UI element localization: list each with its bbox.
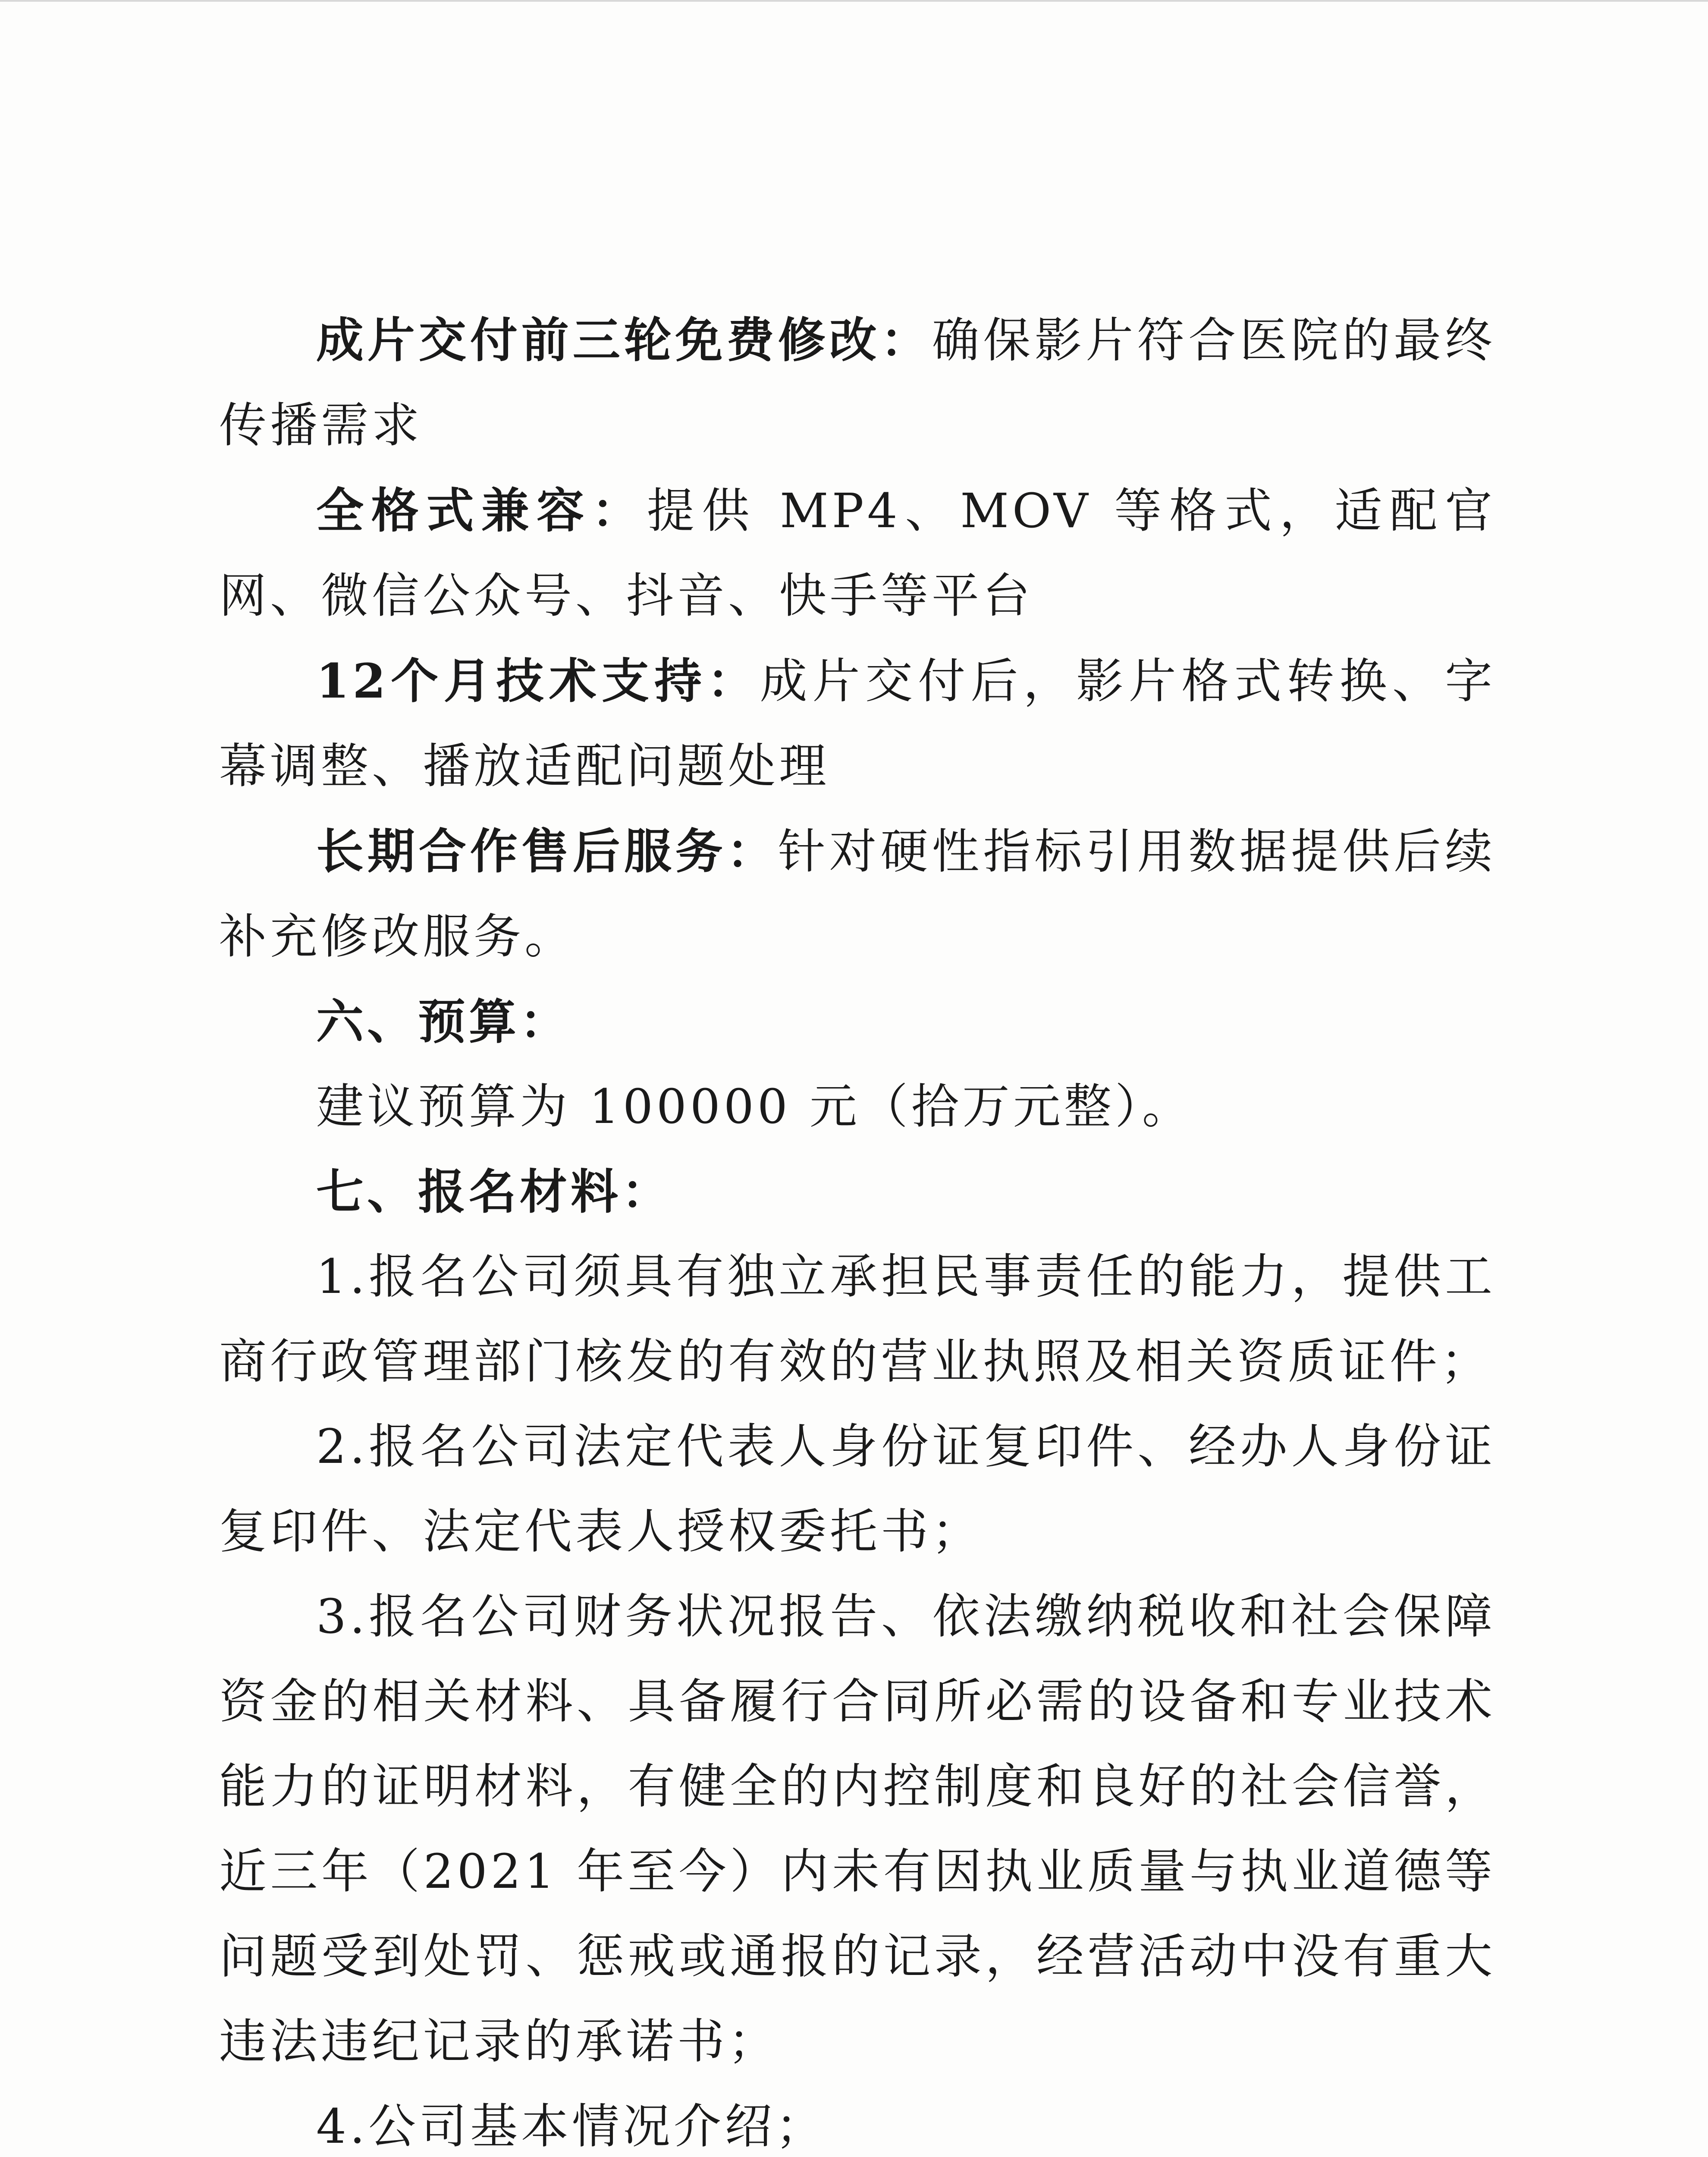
materials-item-3: 3.报名公司财务状况报告、依法缴纳税收和社会保障资金的相关材料、具备履行合同所必需的设备和专业技术能力的证明材料，有健全的内控制度和良好的社会信誉，近三年（2021 年至今）内未有因执业质量与执业道德等问题受到处罚、惩戒或通报的记录，经营活动中没有重大违法违纪记录的承诺书； — [219, 1589, 1496, 2069]
item-support — [219, 638, 1496, 809]
materials-item-4: 4.公司基本情况介绍； — [316, 2099, 826, 2154]
item-support-label: 12个月技术支持： — [316, 653, 760, 709]
item-revision-text: 确保影片符合医院的最终传播需求 — [219, 313, 1496, 453]
budget-heading: 六、预算： — [316, 994, 571, 1050]
materials-heading: 七、报名材料： — [316, 1164, 672, 1220]
scan-edge — [0, 0, 1708, 2]
item-aftersales-label: 长期合作售后服务： — [316, 824, 778, 879]
document-body — [219, 298, 1496, 2157]
item-support-text: 成片交付后，影片格式转换、字幕调整、播放适配问题处理 — [219, 654, 1496, 794]
budget-text: 建议预算为 100000 元（拾万元整）。 — [316, 1079, 1193, 1134]
item-aftersales — [219, 809, 1496, 979]
item-revision — [219, 298, 1496, 468]
item-aftersales-text: 针对硬性指标引用数据提供后续补充修改服务。 — [219, 824, 1496, 964]
item-format-label: 全格式兼容： — [316, 483, 647, 538]
materials-item-1: 1.报名公司须具有独立承担民事责任的能力，提供工商行政管理部门核发的有效的营业执照及相关资质证件； — [219, 1249, 1496, 1389]
materials-item-2: 2.报名公司法定代表人身份证复印件、经办人身份证复印件、法定代表人授权委托书； — [219, 1419, 1496, 1559]
item-format-text: 提供 MP4、MOV 等格式，适配官网、微信公众号、抖音、快手等平台 — [219, 483, 1496, 623]
item-revision-label: 成片交付前三轮免费修改： — [316, 312, 932, 368]
item-format — [219, 468, 1496, 638]
